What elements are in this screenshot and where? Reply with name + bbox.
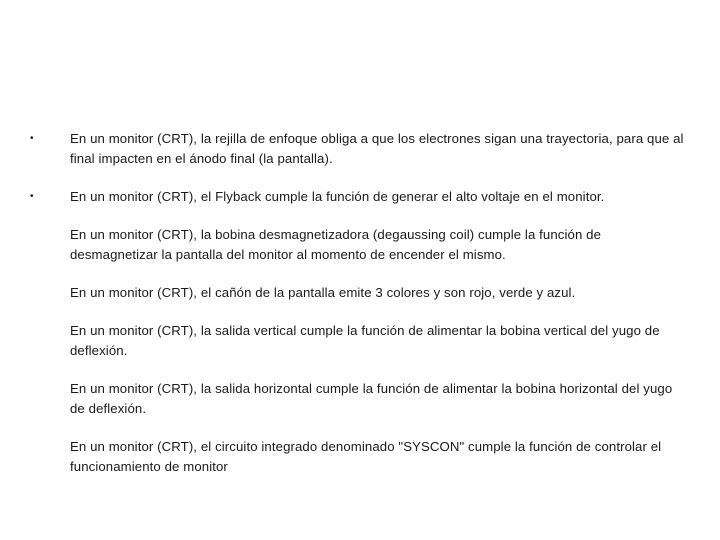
list-item-text: En un monitor (CRT), el cañón de la pantalla emite 3 colores y son rojo, verde y azul. [70,285,576,300]
list-item [30,283,690,303]
list-item [30,321,690,361]
list-item [30,187,690,207]
list-item [30,379,690,419]
list-item-text: En un monitor (CRT), el Flyback cumple la función de generar el alto voltaje en el monitor. [70,189,605,204]
list-item [30,129,690,169]
list-item-text: En un monitor (CRT), el circuito integrado denominado "SYSCON" cumple la función de controlar el funcionamiento de monitor [70,439,662,474]
list-item-text: En un monitor (CRT), la salida vertical cumple la función de alimentar la bobina vertical del yugo de deflexión. [70,323,660,358]
list-item [30,437,690,477]
bullet-icon: • [30,133,34,144]
list-item [30,225,690,265]
list-item-text: En un monitor (CRT), la bobina desmagnetizadora (degaussing coil) cumple la función de desmagnetizar la pantalla del monitor al momento de encender el mismo. [70,227,602,262]
bullet-list [30,129,690,495]
bullet-icon: • [30,191,34,202]
list-item-text: En un monitor (CRT), la salida horizontal cumple la función de alimentar la bobina horizontal del yugo de deflexión. [70,381,673,416]
list-item-text: En un monitor (CRT), la rejilla de enfoque obliga a que los electrones sigan una trayectoria, para que al final impacten en el ánodo final (la pantalla). [70,131,684,166]
